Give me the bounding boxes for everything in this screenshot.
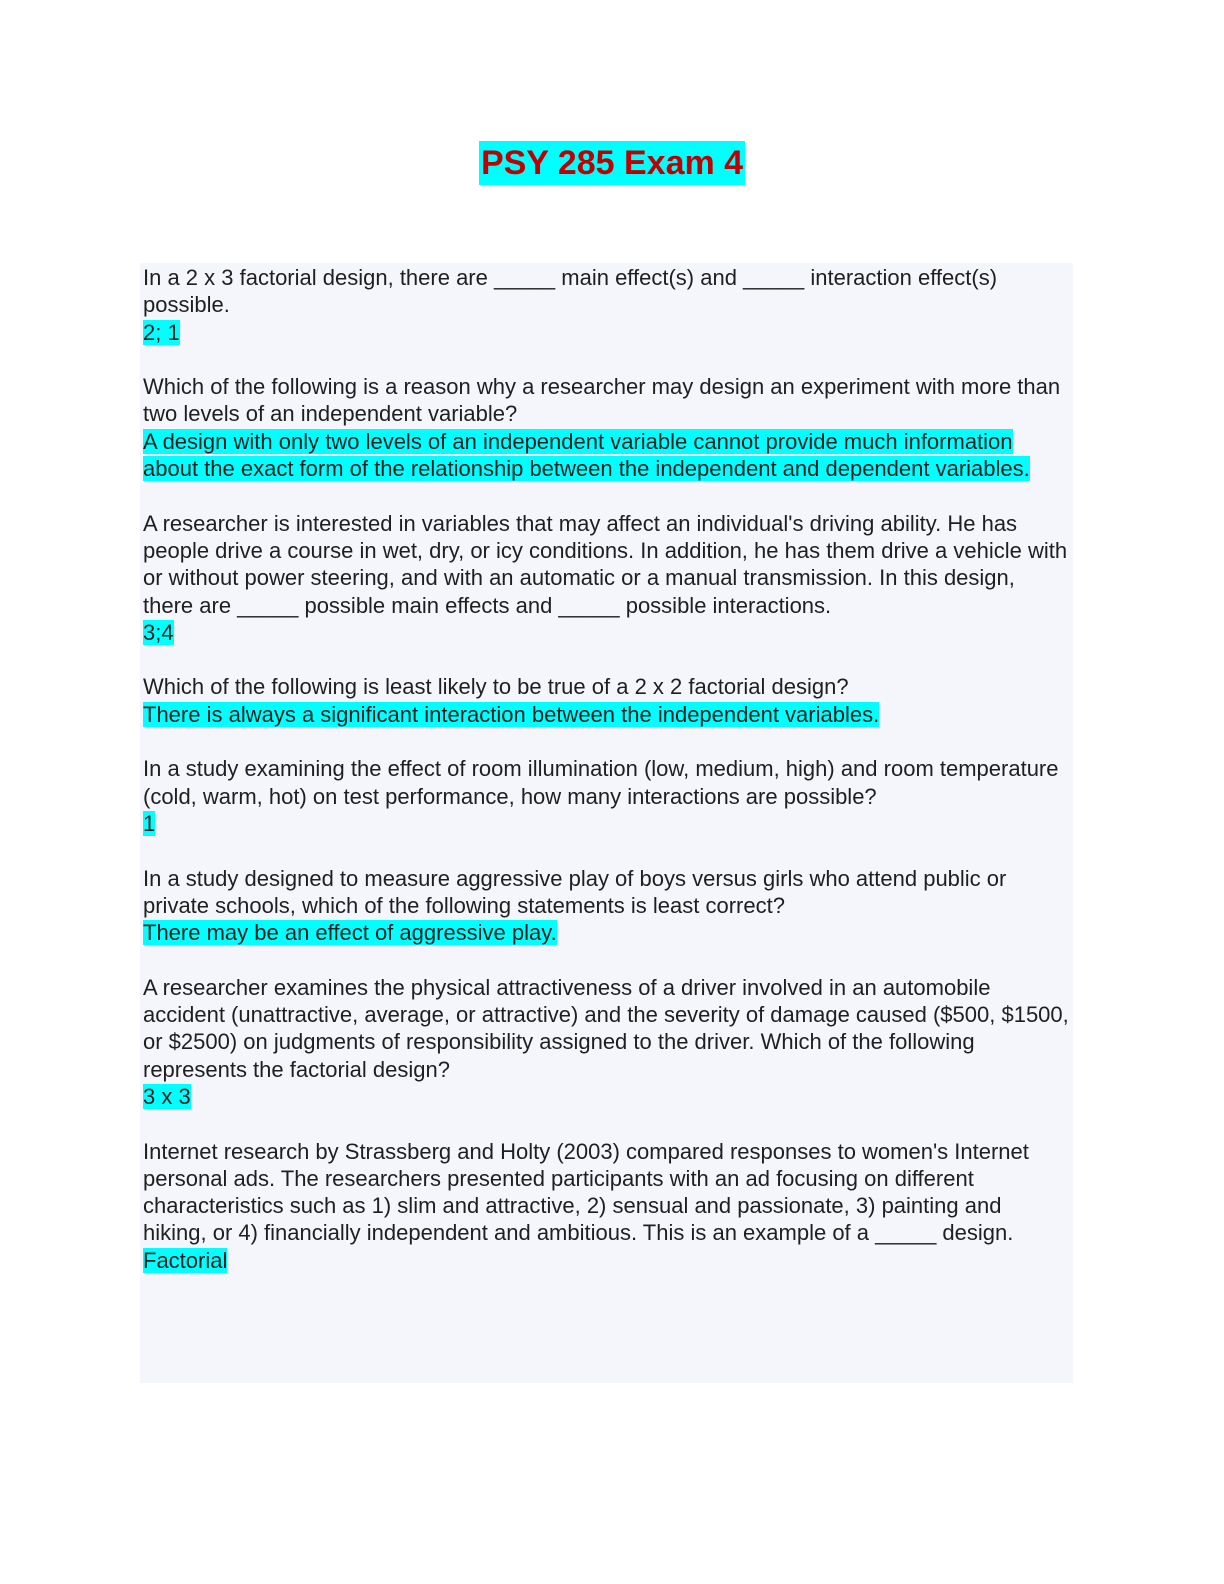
- question-text: A researcher examines the physical attractiveness of a driver involved in an automobile accident (unattractive, average, or attractive) and the severity of damage caused ($500, $1500, or $2500) on judgments of responsibility assigned to the driver. Which of the following represents the factorial design?: [143, 974, 1069, 1082]
- question-list: [143, 264, 1069, 1301]
- question-item-3: [143, 510, 1069, 646]
- answer-text: 2; 1: [143, 319, 180, 345]
- question-text: Which of the following is a reason why a researcher may design an experiment with more than two levels of an independent variable?: [143, 374, 1061, 427]
- question-item-1: [143, 264, 1069, 346]
- question-item-4: [143, 673, 1069, 728]
- question-item-6: [143, 865, 1069, 947]
- question-item-7: [143, 974, 1069, 1110]
- question-text: In a study examining the effect of room illumination (low, medium, high) and room temperature (cold, warm, hot) on test performance, how many interactions are possible?: [143, 756, 1059, 809]
- answer-text: 1: [143, 810, 156, 836]
- question-item-5: [143, 755, 1069, 837]
- answer-text: There may be an effect of aggressive play.: [143, 920, 557, 946]
- question-text: In a 2 x 3 factorial design, there are _____ main effect(s) and _____ interaction effect(s) possible.: [143, 265, 998, 318]
- answer-text: 3 x 3: [143, 1083, 191, 1109]
- question-text: Which of the following is least likely to be true of a 2 x 2 factorial design?: [143, 674, 849, 700]
- question-item-2: [143, 373, 1069, 482]
- answer-text: Factorial: [143, 1247, 228, 1273]
- title-block: [0, 141, 1224, 185]
- question-text: A researcher is interested in variables that may affect an individual's driving ability. He has people drive a course in wet, dry, or icy conditions. In addition, he has them drive a vehicle with or without power steering, and with an automatic or a manual transmission. In this design, there are _____ possible main effects and _____ possible interactions.: [143, 510, 1068, 618]
- question-text: In a study designed to measure aggressive play of boys versus girls who attend public or private schools, which of the following statements is least correct?: [143, 865, 1007, 918]
- answer-text: A design with only two levels of an independent variable cannot provide much information about the exact form of the relationship between the independent and dependent variables.: [143, 428, 1030, 482]
- answer-text: There is always a significant interaction between the independent variables.: [143, 701, 880, 727]
- answer-text: 3;4: [143, 619, 174, 645]
- question-item-8: [143, 1138, 1069, 1274]
- question-text: Internet research by Strassberg and Holty (2003) compared responses to women's Internet personal ads. The researchers presented participants with an ad focusing on different characteristics such as 1) slim and attractive, 2) sensual and passionate, 3) painting and hiking, or 4) financially independent and ambitious. This is an example of a _____ design.: [143, 1138, 1029, 1246]
- page-title: PSY 285 Exam 4: [479, 141, 745, 185]
